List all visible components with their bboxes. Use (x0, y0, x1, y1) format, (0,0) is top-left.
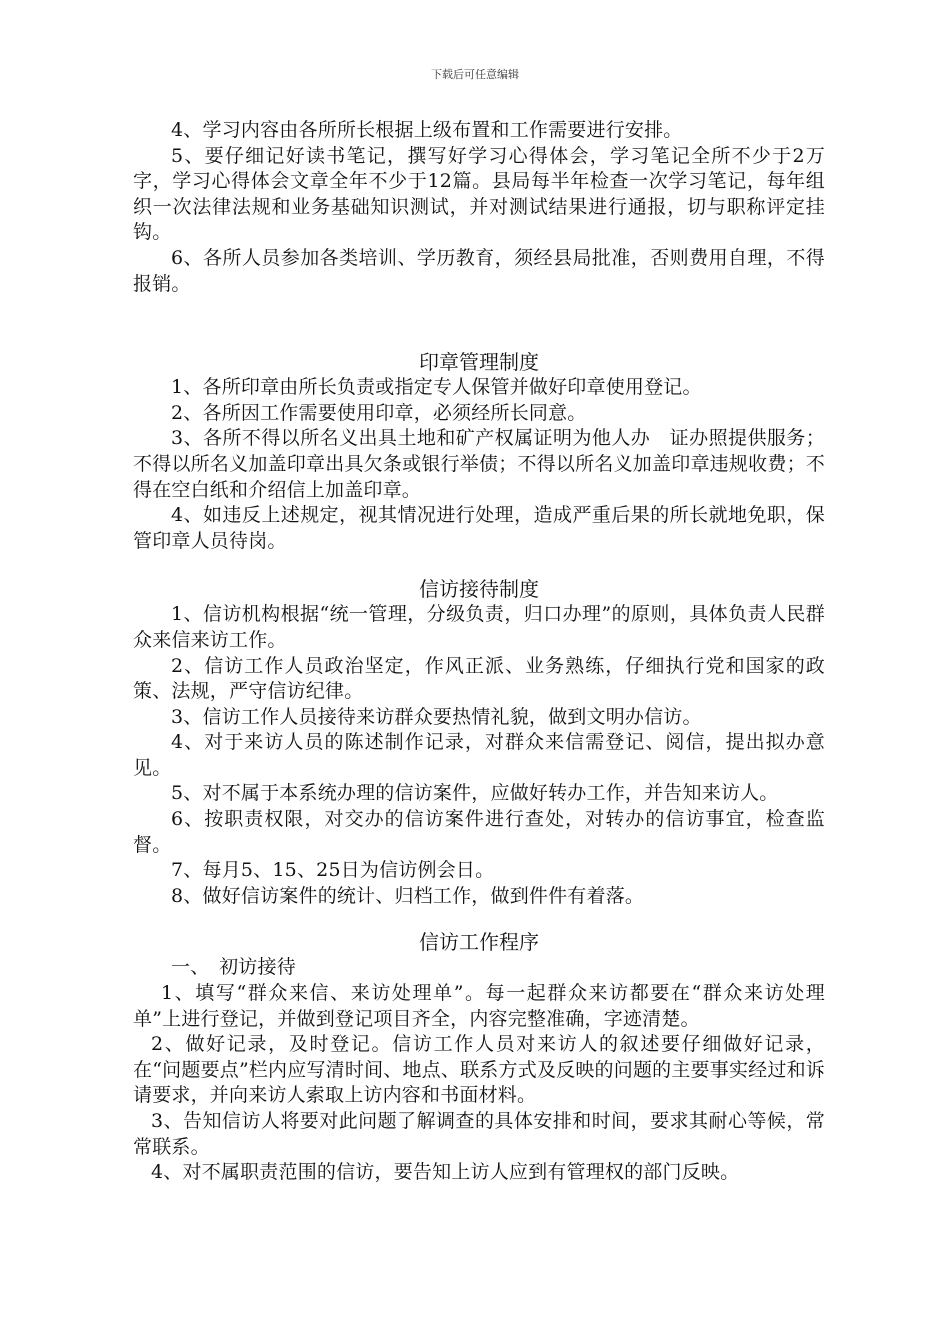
procedure-item-2: 2、做好记录，及时登记。信访工作人员对来访人的叙述要仔细做好记录，在“问题要点”栏内应写清时间、地点、联系方式及反映的问题的主要事实经过和诉请要求，并向来访人索取上访内容和书面材料。 (133, 1033, 825, 1107)
seal-item-2: 2、各所因工作需要使用印章，必须经所长同意。 (171, 401, 587, 424)
reception-item-2: 2、信访工作人员政治坚定，作风正派、业务熟练，仔细执行党和国家的政策、法规，严守信访纪律。 (133, 654, 825, 703)
procedure-item-3: 3、告知信访人将要对此问题了解调查的具体安排和时间，要求其耐心等候，常常联系。 (133, 1110, 825, 1158)
study-item-4: 4、学习内容由各所所长根据上级布置和工作需要进行安排。 (171, 119, 683, 141)
page-header: 下载后可任意编辑 (431, 68, 519, 81)
reception-item-6: 6、按职责权限，对交办的信访案件进行查处，对转办的信访事宜，检查监督。 (133, 808, 825, 856)
seal-item-3: 3、各所不得以所名义出具土地和矿产权属证明为他人办 证办照提供服务；不得以所名义加盖印章出具欠条或银行举债；不得以所名义加盖印章违规收费；不得在空白纸和介绍信上加盖印章。 (133, 427, 825, 501)
seal-section-title: 印章管理制度 (419, 350, 539, 375)
procedure-section-title: 信访工作程序 (419, 930, 539, 955)
procedure-item-4: 4、对不属职责范围的信访，要告知上访人应到有管理权的部门反映。 (151, 1161, 740, 1184)
document-body (133, 118, 825, 1186)
reception-section-title: 信访接待制度 (419, 577, 539, 602)
procedure-item-1: 1、填写“群众来信、来访处理单”。每一起群众来访都要在“群众来访处理单”上进行登记，并做到登记项目齐全，内容完整准确，字迹清楚。 (133, 982, 825, 1030)
study-item-6: 6、各所人员参加各类培训、学历教育，须经县局批准，否则费用自理，不得报销。 (133, 246, 825, 295)
seal-item-1: 1、各所印章由所长负责或指定专人保管并做好印章使用登记。 (171, 376, 702, 399)
reception-item-7: 7、每月5、15、25日为信访例会日。 (171, 859, 495, 882)
reception-item-1: 1、信访机构根据“统一管理，分级负责，归口办理”的原则，具体负责人民群众来信来访工作。 (133, 603, 825, 651)
study-item-5: 5、要仔细记好读书笔记，撰写好学习心得体会，学习笔记全所不少于2万字，学习心得体会文章全年不少于12篇。县局每半年检查一次学习笔记，每年组织一次法律法规和业务基础知识测试，并对测试结果进行通报，切与职称评定挂钩。 (133, 144, 825, 244)
reception-item-3: 3、信访工作人员接待来访群众要热情礼貌，做到文明办信访。 (171, 705, 702, 728)
procedure-subtitle: 一、 初访接待 (171, 956, 296, 979)
reception-item-8: 8、做好信访案件的统计、归档工作，做到件件有着落。 (171, 884, 645, 907)
reception-item-5: 5、对不属于本系统办理的信访案件，应做好转办工作，并告知来访人。 (171, 782, 779, 805)
reception-item-4: 4、对于来访人员的陈述制作记录，对群众来信需登记、阅信，提出拟办意见。 (133, 731, 825, 779)
seal-item-4: 4、如违反上述规定，视其情况进行处理，造成严重后果的所长就地免职，保管印章人员待岗。 (133, 504, 825, 552)
